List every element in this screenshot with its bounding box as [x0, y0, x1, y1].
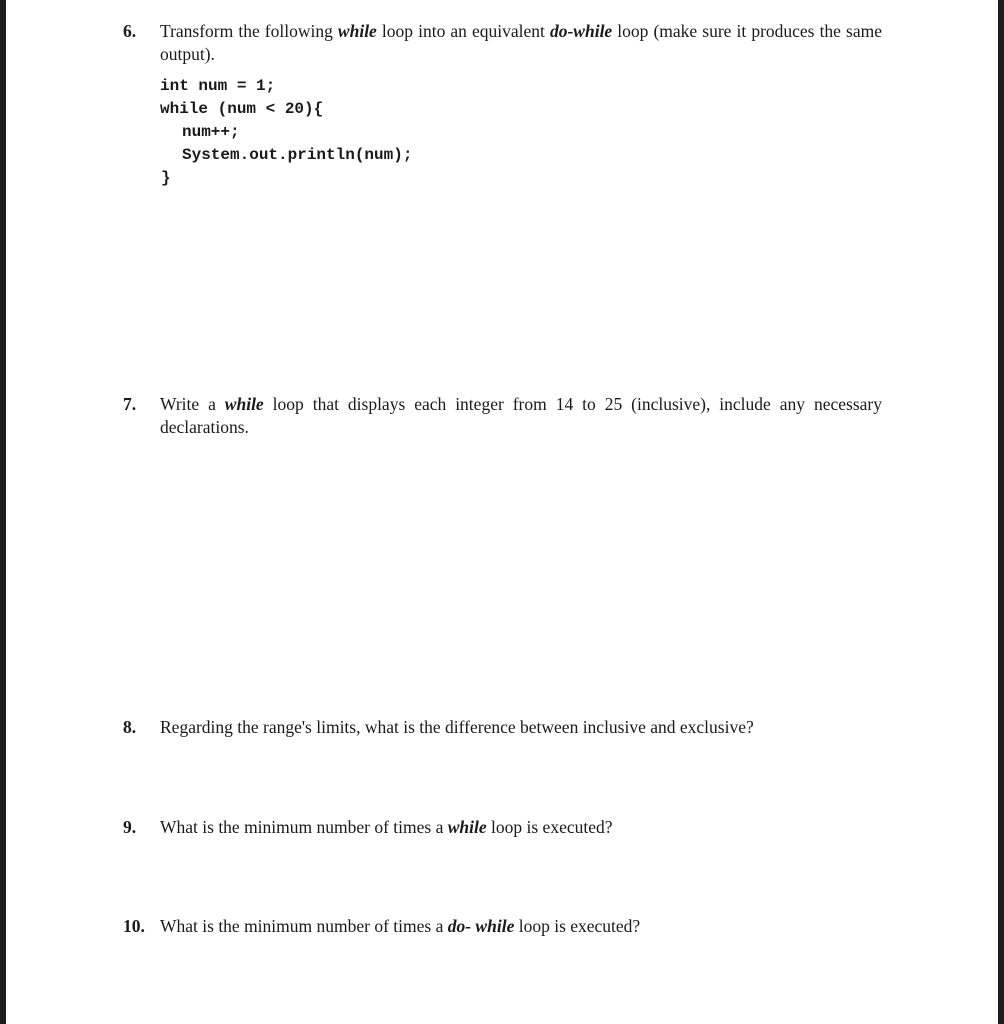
question-body	[160, 915, 882, 938]
left-page-edge	[0, 0, 6, 1024]
keyword-do-while: do-while	[549, 21, 613, 41]
text-segment: loop is executed?	[486, 817, 613, 837]
code-line: }	[161, 169, 171, 187]
text-segment: loop is executed?	[514, 916, 641, 936]
right-page-edge	[998, 0, 1004, 1024]
question-number: 9.	[123, 817, 137, 837]
keyword-while: while	[224, 394, 264, 414]
code-line: System.out.println(num);	[182, 146, 413, 164]
keyword-while: while	[337, 21, 377, 41]
question-number: 7.	[123, 394, 137, 414]
code-block	[160, 75, 882, 190]
question-text	[160, 393, 882, 439]
question-number: 8.	[123, 717, 137, 737]
keyword-do-while: do- while	[447, 916, 515, 936]
question-body	[160, 716, 882, 739]
text-segment: What is the minimum number of times a	[160, 817, 448, 837]
question-number: 6.	[123, 21, 137, 41]
question-body	[160, 816, 882, 839]
question-body	[160, 20, 882, 190]
text-segment: Transform the following	[160, 21, 338, 41]
question-text	[160, 20, 882, 66]
code-line: while (num < 20){	[160, 100, 324, 118]
text-segment: loop that displays each integer from 14 to 25 (inclusive), include any necessary declarations.	[160, 394, 882, 437]
question-text	[160, 915, 882, 938]
code-line: int num = 1;	[160, 77, 276, 95]
question-number: 10.	[123, 916, 145, 936]
question-text	[160, 816, 882, 839]
code-line: num++;	[182, 123, 240, 141]
text-segment: Write a	[160, 394, 225, 414]
question-text: Regarding the range's limits, what is the difference between inclusive and exclusive?	[160, 717, 754, 737]
text-segment: loop (make sure it produces the same output).	[160, 21, 882, 64]
text-segment: loop into an equivalent	[376, 21, 550, 41]
question-body	[160, 393, 882, 439]
keyword-while: while	[447, 817, 487, 837]
text-segment: What is the minimum number of times a	[160, 916, 448, 936]
